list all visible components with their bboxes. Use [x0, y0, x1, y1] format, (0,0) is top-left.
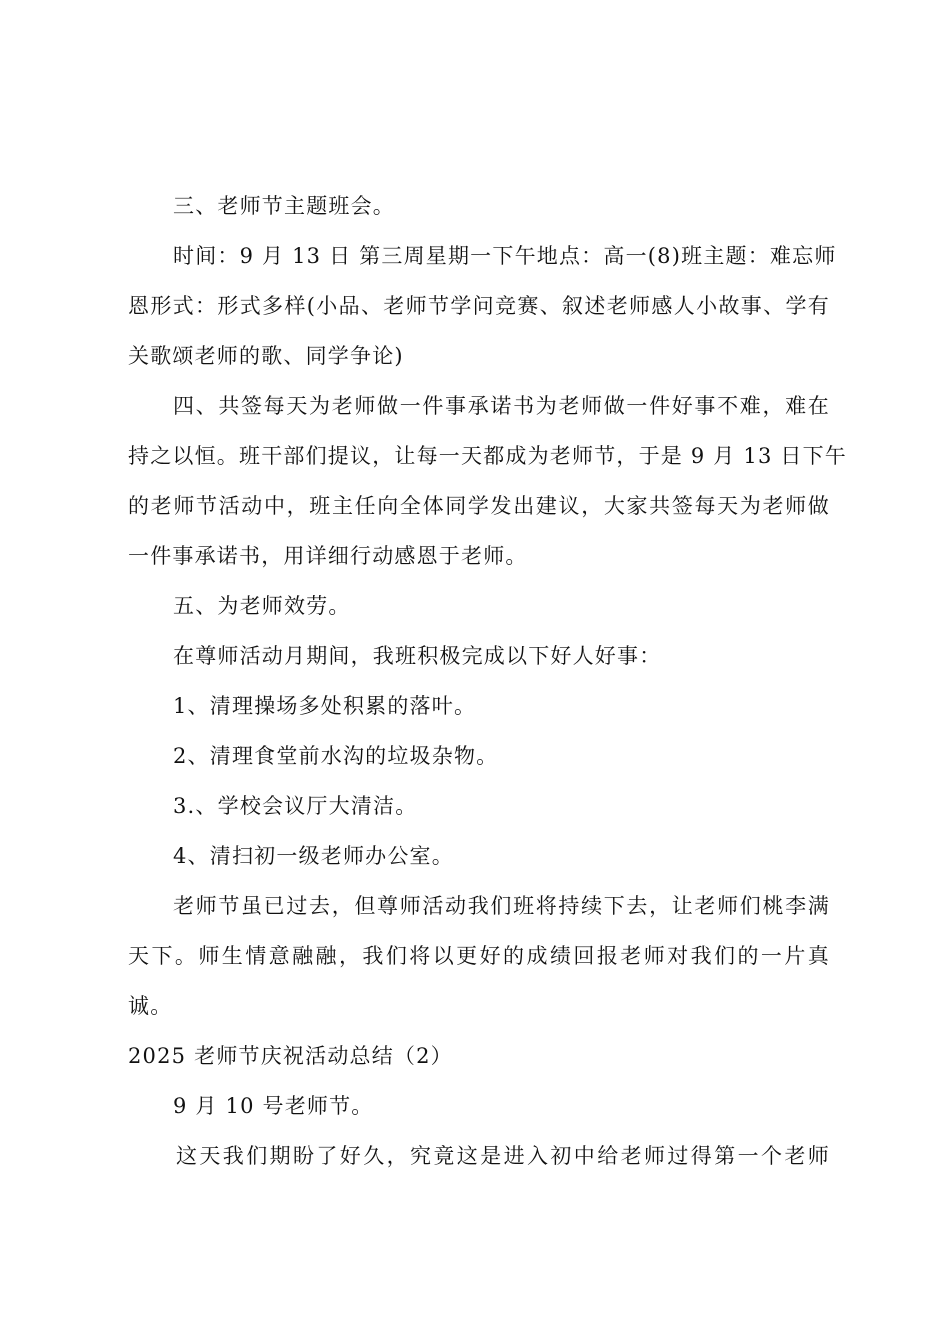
heading-theme-class-meeting: 三、老师节主题班会。: [173, 194, 395, 218]
paragraph-line: 持之以恒。班干部们提议，让每一天都成为老师节，于是 9 月 13 日下午: [128, 444, 847, 468]
paragraph-line: 在尊师活动月期间，我班积极完成以下好人好事：: [173, 644, 662, 668]
paragraph-line: 四、共签每天为老师做一件事承诺书为老师做一件好事不难，难在: [173, 394, 830, 418]
list-item: 1、清理操场多处积累的落叶。: [173, 694, 477, 718]
list-item: 4、清扫初一级老师办公室。: [173, 844, 454, 868]
paragraph-line: 关歌颂老师的歌、同学争论): [128, 344, 404, 368]
paragraph-line: 一件事承诺书，用详细行动感恩于老师。: [128, 544, 528, 568]
paragraph-line: 这天我们期盼了好久，究竟这是进入初中给老师过得第一个老师: [176, 1144, 830, 1168]
paragraph-line: 恩形式：形式多样(小品、老师节学问竞赛、叙述老师感人小故事、学有: [128, 294, 830, 318]
paragraph-line: 诚。: [128, 994, 173, 1018]
paragraph-line: 天下。师生情意融融，我们将以更好的成绩回报老师对我们的一片真: [128, 944, 830, 968]
paragraph-line: 的老师节活动中，班主任向全体同学发出建议，大家共签每天为老师做: [128, 494, 830, 518]
heading-serve-teachers: 五、为老师效劳。: [173, 594, 351, 618]
section-title: 2025 老师节庆祝活动总结（2）: [128, 1044, 453, 1068]
paragraph-line: 9 月 10 号老师节。: [173, 1094, 374, 1118]
paragraph-line: 时间：9 月 13 日 第三周星期一下午地点：高一(8)班主题：难忘师: [173, 244, 837, 268]
paragraph-line: 老师节虽已过去，但尊师活动我们班将持续下去，让老师们桃李满: [173, 894, 830, 918]
list-item: 3.、学校会议厅大清洁。: [173, 794, 418, 818]
list-item: 2、清理食堂前水沟的垃圾杂物。: [173, 744, 499, 768]
